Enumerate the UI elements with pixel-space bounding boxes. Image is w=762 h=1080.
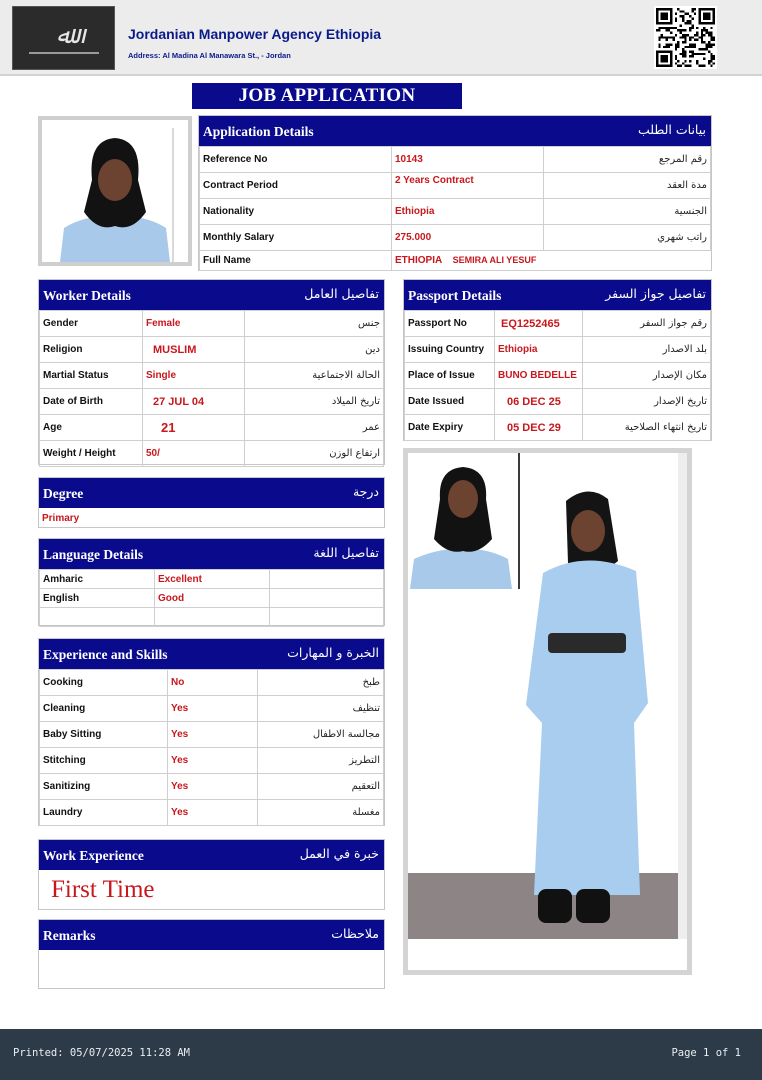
logo-underline	[29, 52, 99, 54]
degree-section	[38, 477, 385, 528]
row-label: Reference No	[200, 147, 392, 173]
table-row	[40, 722, 384, 748]
row-label: Monthly Salary	[200, 225, 392, 251]
row-label: Weight / Height	[40, 441, 143, 467]
table-row	[40, 415, 384, 441]
row-value: 06 DEC 25	[495, 389, 583, 415]
row-label: Gender	[40, 311, 143, 337]
full-body-photo	[403, 448, 692, 975]
section-title-arabic: خبرة في العمل	[299, 846, 379, 861]
full-name-value	[392, 251, 711, 271]
application-details-header	[199, 116, 711, 146]
table-row	[40, 670, 384, 696]
row-value: Yes	[168, 722, 258, 748]
row-label-arabic: جنس	[245, 311, 384, 337]
table-row	[40, 311, 384, 337]
row-value: 50/	[143, 441, 245, 467]
row-value: 21	[143, 415, 245, 441]
row-label-arabic: دين	[245, 337, 384, 363]
row-value: No	[168, 670, 258, 696]
row-value: Yes	[168, 696, 258, 722]
table-row	[40, 589, 384, 608]
row-value: 2 Years Contract	[392, 173, 544, 199]
row-label-arabic: بلد الاصدار	[583, 337, 711, 363]
section-title: Degree	[43, 486, 84, 501]
qr-code-icon	[654, 6, 717, 69]
row-label: Date Issued	[405, 389, 495, 415]
row-label: Contract Period	[200, 173, 392, 199]
row-label-arabic: مكان الإصدار	[583, 363, 711, 389]
agency-name: Jordanian Manpower Agency Ethiopia	[128, 26, 382, 42]
degree-header	[39, 478, 384, 508]
table-row	[40, 608, 384, 627]
table-row	[200, 251, 711, 271]
print-footer	[0, 1029, 762, 1080]
full-name: SEMIRA ALI YESUF	[452, 255, 537, 265]
letterhead	[0, 0, 762, 76]
application-details-section	[198, 115, 712, 271]
table-row	[40, 570, 384, 589]
table-row	[405, 389, 711, 415]
row-empty-cell	[270, 589, 384, 608]
row-label-arabic: عمر	[245, 415, 384, 441]
row-label-arabic: التطريز	[258, 748, 384, 774]
row-value: Ethiopia	[392, 199, 544, 225]
remarks-section	[38, 919, 385, 989]
row-value: Yes	[168, 774, 258, 800]
row-value: Single	[143, 363, 245, 389]
table-row	[405, 337, 711, 363]
row-value: Good	[155, 589, 270, 608]
row-empty-cell	[155, 608, 270, 627]
row-label-arabic: رقم جواز السفر	[583, 311, 711, 337]
section-title-arabic: الخبرة و المهارات	[287, 645, 379, 660]
row-label: Date Expiry	[405, 415, 495, 441]
table-row	[40, 337, 384, 363]
table-row	[40, 389, 384, 415]
section-title: Remarks	[43, 928, 96, 943]
language-details-section	[38, 538, 385, 626]
work-experience-header	[39, 840, 384, 870]
row-value: BUNO BEDELLE	[495, 363, 583, 389]
row-label: Passport No	[405, 311, 495, 337]
table-row	[40, 748, 384, 774]
experience-skills-section	[38, 638, 385, 826]
table-row	[200, 173, 711, 199]
table-row	[200, 147, 711, 173]
row-label-arabic: تاريخ انتهاء الصلاحية	[583, 415, 711, 441]
printed-timestamp: Printed: 05/07/2025 11:28 AM	[13, 1047, 191, 1059]
table-row	[40, 774, 384, 800]
section-title-arabic: تفاصيل جواز السفر	[605, 286, 706, 301]
row-value: Yes	[168, 748, 258, 774]
row-value: MUSLIM	[143, 337, 245, 363]
row-value: Ethiopia	[495, 337, 583, 363]
row-value: 05 DEC 29	[495, 415, 583, 441]
row-label-arabic: طبخ	[258, 670, 384, 696]
degree-value: Primary	[42, 513, 80, 524]
row-label: English	[40, 589, 155, 608]
row-value: EQ1252465	[495, 311, 583, 337]
row-label: Martial Status	[40, 363, 143, 389]
table-row	[200, 225, 711, 251]
row-label: Amharic	[40, 570, 155, 589]
remarks-header	[39, 920, 384, 950]
section-title-arabic: تفاصيل العامل	[304, 286, 379, 301]
section-title: Passport Details	[408, 288, 502, 303]
table-row	[40, 800, 384, 826]
row-label-arabic: تنظيف	[258, 696, 384, 722]
worker-details-header	[39, 280, 384, 310]
passport-details-header	[404, 280, 711, 310]
full-name-label: Full Name	[200, 251, 392, 271]
row-label: Laundry	[40, 800, 168, 826]
row-label-arabic: التعقيم	[258, 774, 384, 800]
row-value: 10143	[392, 147, 544, 173]
row-label: Issuing Country	[405, 337, 495, 363]
row-label: Stitching	[40, 748, 168, 774]
row-value: Yes	[168, 800, 258, 826]
table-row	[200, 199, 711, 225]
row-label: Age	[40, 415, 143, 441]
logo-calligraphy-icon: ﷲ	[56, 21, 71, 49]
row-label-arabic: ارتفاع الوزن	[245, 441, 384, 467]
section-title: Experience and Skills	[43, 647, 168, 662]
row-label: Nationality	[200, 199, 392, 225]
row-value: 27 JUL 04	[143, 389, 245, 415]
row-label-arabic: تاريخ الإصدار	[583, 389, 711, 415]
row-empty-cell	[270, 608, 384, 627]
table-row	[405, 311, 711, 337]
row-label-arabic: مجالسة الاطفال	[258, 722, 384, 748]
row-label-arabic: الحالة الاجتماعية	[245, 363, 384, 389]
agency-address: Address: Al Madina Al Manawara St., - Jordan	[128, 51, 291, 60]
section-title: Worker Details	[43, 288, 131, 303]
row-label: Place of Issue	[405, 363, 495, 389]
row-label: Cleaning	[40, 696, 168, 722]
row-value: Female	[143, 311, 245, 337]
worker-details-section	[38, 279, 385, 465]
row-label: Sanitizing	[40, 774, 168, 800]
section-title-arabic: ملاحظات	[331, 926, 379, 941]
work-experience-value: First Time	[51, 876, 155, 903]
portrait-photo	[38, 116, 192, 266]
experience-skills-header	[39, 639, 384, 669]
row-label-arabic: مغسلة	[258, 800, 384, 826]
row-empty-cell	[40, 608, 155, 627]
section-title: Work Experience	[43, 848, 144, 863]
language-details-header	[39, 539, 384, 569]
full-name-country: ETHIOPIA	[395, 255, 442, 266]
row-label-arabic: مدة العقد	[544, 173, 711, 199]
table-row	[40, 696, 384, 722]
job-application-title: JOB APPLICATION	[192, 83, 462, 109]
table-row	[40, 441, 384, 467]
section-title: Application Details	[203, 124, 314, 139]
row-value: 275.000	[392, 225, 544, 251]
table-row	[40, 363, 384, 389]
passport-details-section	[403, 279, 712, 441]
row-empty-cell	[270, 570, 384, 589]
section-title-arabic: درجة	[352, 484, 379, 499]
agency-logo	[12, 6, 115, 70]
table-row	[405, 415, 711, 441]
section-title-arabic: بيانات الطلب	[637, 122, 706, 137]
row-label-arabic: الجنسية	[544, 199, 711, 225]
page-number: Page 1 of 1	[671, 1047, 741, 1059]
row-label: Religion	[40, 337, 143, 363]
section-title: Language Details	[43, 547, 144, 562]
row-label: Date of Birth	[40, 389, 143, 415]
row-value: Excellent	[155, 570, 270, 589]
row-label-arabic: تاريخ الميلاد	[245, 389, 384, 415]
row-label: Cooking	[40, 670, 168, 696]
row-label-arabic: راتب شهري	[544, 225, 711, 251]
section-title-arabic: تفاصيل اللغة	[313, 545, 379, 560]
table-row	[405, 363, 711, 389]
row-label-arabic: رقم المرجع	[544, 147, 711, 173]
row-label: Baby Sitting	[40, 722, 168, 748]
work-experience-section	[38, 839, 385, 910]
